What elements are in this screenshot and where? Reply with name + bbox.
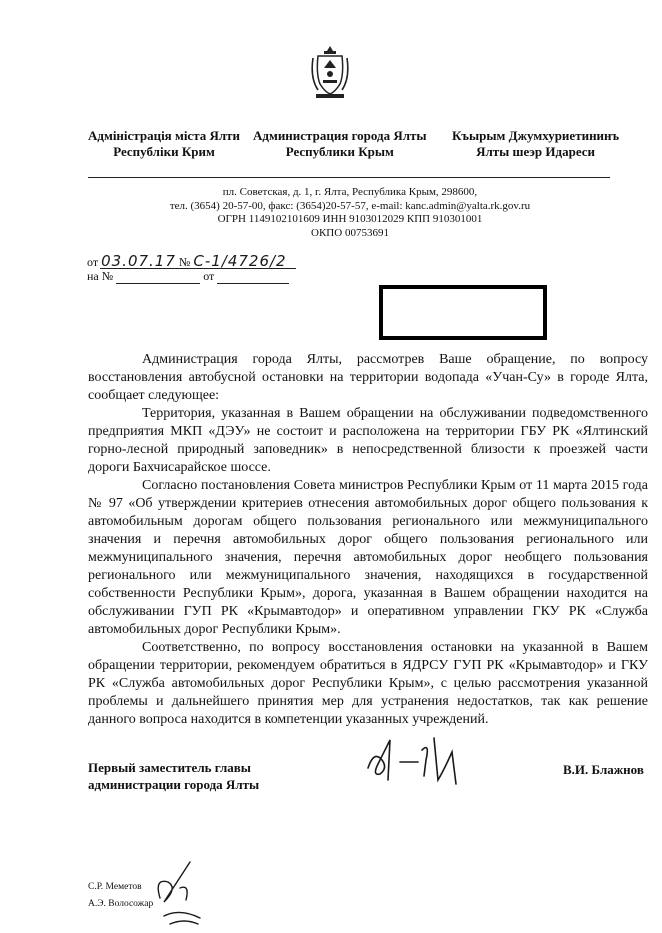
incoming-date-blank: [217, 268, 289, 284]
letter-date: 03.07.17: [101, 252, 176, 270]
from-label: от: [87, 255, 99, 269]
incoming-number-label: на №: [87, 269, 114, 283]
executor-name: С.Р. Меметов: [88, 882, 142, 892]
header-crimean-tatar-line: Къырым Джумхуриетининъ: [452, 128, 620, 143]
handwritten-signature: [360, 730, 470, 790]
signatory-title-line: Первый заместитель главы: [88, 760, 251, 775]
header-crimean-tatar: [452, 128, 619, 160]
header-crimean-tatar-line: Ялты шеэр Идареси: [476, 144, 596, 159]
signatory-title-line: администрации города Ялты: [88, 777, 260, 792]
letter-number: С-1/4726/2: [193, 252, 287, 270]
incoming-date-label: от: [203, 269, 215, 283]
header-russian-line: Администрация города Ялты: [253, 128, 427, 143]
letter-body: [88, 351, 648, 729]
coat-of-arms-icon: [310, 44, 350, 100]
executor-name: А.Э. Волосожар: [88, 899, 154, 909]
executor-initials: [150, 858, 206, 930]
signatory-name: В.И. Блажнов: [563, 762, 644, 777]
header-divider: [88, 177, 610, 178]
registration-line: ОГРН 1149102101609 ИНН 9103012029 КПП 910301001: [217, 213, 483, 225]
header-ukrainian: [88, 128, 240, 160]
signatory-title: [88, 759, 259, 793]
paragraph: Территория, указанная в Вашем обращении на обслуживании подведомственного предприятия МКП «ДЭУ» не состоит и расположена на территории ГБУ РК «Ялтинский горно-лесной природный заповедник» в непосредственной близости к проезжей части дороги Бахчисарайское шоссе.: [88, 406, 648, 475]
redacted-addressee: [379, 285, 547, 340]
number-label: №: [178, 255, 191, 269]
header-ukrainian-line: Республіки Крим: [113, 144, 215, 159]
okpo-line: ОКПО 00753691: [311, 226, 389, 239]
phone-line: тел. (3654) 20-57-00, факс: (3654)20-57-57, e-mail: kanc.admin@yalta.rk.gov.ru: [169, 199, 531, 212]
incoming-number-blank: [116, 268, 200, 284]
address-line: пл. Советская, д. 1, г. Ялта, Республика Крым, 298600,: [222, 186, 478, 198]
contact-block: [150, 186, 550, 240]
header-russian-line: Республики Крым: [285, 144, 394, 159]
incoming-reference: [87, 268, 289, 284]
header-russian: [253, 128, 427, 160]
header-ukrainian-line: Адміністрація міста Ялти: [88, 128, 241, 143]
paragraph: Соответственно, по вопросу восстановления остановки на указанной в Вашем обращении территории, рекомендуем обратиться в ЯДРСУ ГУП РК «Крымавтодор» и ГКУ РК «Служба автомобильных дорог Республики Крым», с целью рассмотрения указанной проблемы и дальнейшего принятия мер для устранения недостатков, так как решение данного вопроса находится в компетенции указанных учреждений.: [88, 640, 648, 727]
paragraph: Администрация города Ялты, рассмотрев Ваше обращение, по вопросу восстановления автобусной остановки на территории водопада «Учан-Су» в городе Ялта, сообщает следующее:: [88, 352, 648, 403]
paragraph: Согласно постановления Совета министров Республики Крым от 11 марта 2015 года № 97 «Об утверждении критериев отнесения автомобильных дорог общего пользования к автомобильным дорогам общего пользования регионального или межмуниципального значения и перечня автомобильных дорог общего пользования регионального или межмуниципального значения, перечня автомобильных дорог необщего пользования регионального или межмуниципального значения, находящихся в государственной собственности Республики Крым», дорога, указанная в Вашем обращении находится на обслуживании ГУП РК «Крымавтодор» и оперативном управлении ГКУ РК «Служба автомобильных дорог Республики Крым».: [88, 478, 648, 637]
